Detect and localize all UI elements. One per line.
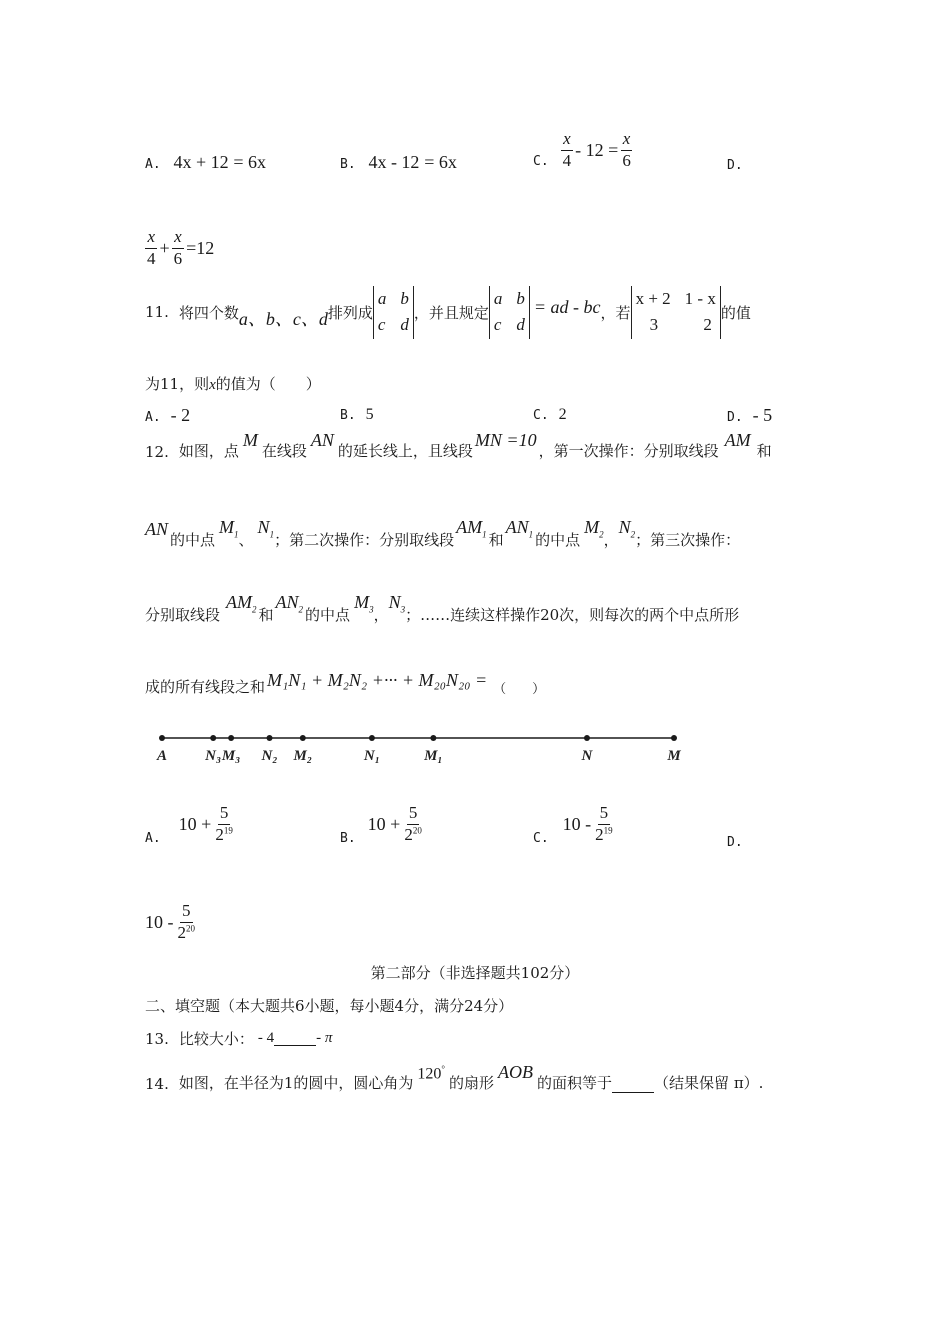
option-label: B. [340, 831, 356, 846]
var-letter: N [257, 517, 270, 537]
q11-option-d[interactable] [727, 405, 772, 426]
det-cell: x + 2 [635, 289, 671, 308]
question-text: 如图，点 [178, 442, 239, 460]
question-variable: MN =10 [474, 430, 537, 450]
option-value: - 2 [170, 405, 191, 425]
point-4 [300, 735, 306, 741]
question-variable [619, 517, 636, 540]
q10-option-a[interactable] [145, 152, 266, 173]
point-label: N₃ [205, 748, 222, 764]
answer-blank[interactable] [274, 1031, 316, 1046]
determinant-1 [373, 286, 414, 339]
determinant-2 [489, 286, 530, 339]
fraction-numerator: x [172, 228, 184, 249]
question-text: 和 [756, 442, 772, 460]
power-exponent: 20 [412, 825, 422, 836]
question-variable: AM [724, 430, 751, 450]
var-letter: AN [275, 592, 299, 612]
power-base: 2 [215, 825, 224, 844]
point-label: M₃ [221, 748, 241, 764]
var-subscript: 1 [528, 529, 534, 540]
det-cell: d [400, 315, 409, 335]
section-heading: 二、填空题（本大题共6小题，每小题4分，满分24分） [145, 997, 514, 1015]
compare-left: - 4 [257, 1030, 275, 1046]
var-subscript: 1 [482, 529, 487, 540]
var-subscript: 2 [630, 529, 636, 540]
var-letter: N [618, 517, 631, 537]
question-text: ， [373, 605, 389, 624]
point-6 [430, 735, 436, 741]
var-subscript: 2 [252, 604, 257, 615]
answer-blank[interactable] [612, 1078, 654, 1093]
question-number: 14. [145, 1075, 169, 1093]
point-label: M [667, 748, 681, 764]
q12-option-a[interactable] [145, 803, 237, 846]
question-text: ；……连续这样操作20次，则每次的两个中点所形 [405, 605, 740, 624]
point-8 [671, 735, 677, 741]
degree-symbol: ° [441, 1063, 446, 1074]
power-base: 2 [404, 825, 413, 844]
point-7 [584, 735, 590, 741]
question-text: 和 [488, 530, 504, 549]
power-exponent: 19 [223, 825, 233, 836]
part-two-title: 第二部分（非选择题共102分） [370, 964, 580, 982]
var-subscript: 2 [599, 529, 604, 540]
power-base: 2 [595, 825, 604, 844]
var-subscript: 1 [269, 529, 275, 540]
compare-right: - π [316, 1030, 333, 1046]
point-2 [228, 735, 234, 741]
option-label: A. [145, 831, 161, 846]
question-text: 如图，在半径为1的圆中，圆心角为 [178, 1074, 414, 1092]
det-cell: d [516, 315, 525, 335]
q10-option-c[interactable] [533, 130, 635, 170]
question-text: ；第三次操作： [635, 530, 741, 549]
fraction-numerator: 5 [407, 804, 420, 825]
question-variable [354, 592, 374, 615]
option-label: B. [340, 408, 356, 423]
question-text: ， [603, 530, 619, 549]
det-cell: 2 [703, 315, 712, 335]
question-text: 分别取线段 [145, 605, 221, 624]
fraction-numerator: 5 [218, 804, 231, 825]
q12-stem-line2 [145, 517, 741, 550]
question-text: ，第一次操作：分别取线段 [538, 442, 719, 460]
option-expression: 4x - 12 [368, 152, 420, 172]
var-letter: AM [456, 517, 483, 537]
var-subscript: 3 [369, 604, 374, 615]
question-text: 的中点 [170, 530, 216, 549]
option-label: D. [727, 835, 743, 850]
q12-stem-line1 [145, 430, 772, 461]
question-variables: a、b、c、d [238, 309, 328, 330]
fraction-denominator: 4 [147, 248, 156, 268]
q12-option-d-expression[interactable] [145, 902, 199, 942]
question-text: ，并且规定 [413, 303, 489, 322]
q11-option-c[interactable] [533, 405, 567, 424]
option-expression-rhs: = 6x [424, 152, 457, 172]
var-subscript: 1 [234, 529, 239, 540]
question-text: 、 [238, 530, 254, 549]
question-text: 的延长线上，且线段 [337, 442, 473, 460]
q11-stem-line1 [145, 286, 751, 339]
option-value: 5 [365, 406, 374, 423]
question-variable [389, 592, 406, 615]
det-cell: b [516, 289, 525, 308]
q10-option-b[interactable] [340, 152, 457, 173]
point-3 [267, 735, 273, 741]
question-text: 的值为（ ） [215, 375, 321, 393]
point-5 [369, 735, 375, 741]
det-cell: c [377, 315, 386, 335]
option-prefix: 10 + [367, 814, 401, 834]
question-variable [219, 517, 239, 540]
q12-option-b[interactable] [340, 803, 426, 846]
fraction-numerator: 5 [180, 902, 193, 923]
question-variable [456, 517, 487, 540]
angle-number: 120 [417, 1065, 442, 1082]
fraction-numerator: 5 [598, 804, 611, 825]
question-variable: M [242, 430, 258, 450]
q12-stem-line3 [145, 592, 740, 625]
point-label: N [581, 748, 593, 764]
fraction-numerator: x [145, 228, 157, 249]
question-variable: AN [310, 430, 334, 450]
det-cell: c [493, 315, 502, 335]
option-prefix: 10 - [562, 814, 592, 834]
power-exponent: 19 [603, 825, 613, 836]
option-expression: + [159, 237, 170, 258]
point-0 [159, 735, 165, 741]
q12-option-d-label[interactable] [727, 832, 743, 850]
option-expression: - 12 = [575, 139, 619, 160]
question-variable [584, 517, 604, 540]
q10-option-d-label[interactable] [727, 155, 743, 173]
sum-expression: M₁N₁ + M₂N₂ +··· + M₂₀N₂₀ = [267, 670, 488, 690]
question-text: 的中点 [305, 605, 351, 624]
question-variable: x [209, 377, 216, 393]
var-letter: N [388, 592, 401, 612]
question-variable [506, 517, 534, 540]
question-text: 成的所有线段之和 [145, 678, 266, 696]
power-base: 2 [177, 922, 186, 942]
question-variable [276, 592, 304, 615]
option-label: C. [533, 831, 549, 846]
question-variable: AOB [498, 1062, 534, 1082]
question-text: 和 [258, 605, 274, 624]
det-cell: 1 - x [684, 289, 716, 308]
fraction-numerator: x [561, 130, 573, 151]
q12-stem-line4 [145, 670, 546, 697]
option-prefix: 10 + [178, 814, 212, 834]
question-variable: AN [145, 518, 169, 539]
question-text: ，若 [600, 303, 631, 322]
option-value: - 5 [752, 405, 773, 425]
question-number: 11. [145, 303, 169, 322]
var-letter: M [354, 592, 370, 612]
q13-stem [145, 1028, 332, 1049]
option-label: D. [727, 410, 743, 425]
question-text: ；第二次操作：分别取线段 [274, 530, 455, 549]
option-prefix: 10 - [145, 911, 174, 932]
fraction-denominator: 6 [622, 150, 631, 170]
q10-option-d-expression[interactable] [143, 228, 214, 268]
option-label: D. [727, 158, 743, 173]
question-text: 的扇形 [449, 1074, 495, 1092]
question-text: 将四个数 [178, 303, 239, 322]
det-cell: a [377, 289, 387, 308]
fraction-numerator: x [621, 130, 633, 151]
point-1 [210, 735, 216, 741]
power-exponent: 20 [186, 923, 195, 934]
number-line-figure [150, 725, 700, 775]
det-cell: a [493, 289, 503, 308]
q11-option-b[interactable] [340, 405, 374, 424]
option-expression-rhs: =12 [186, 237, 215, 258]
question-text: 在线段 [261, 442, 307, 460]
option-value: 2 [558, 406, 567, 423]
angle-value [417, 1064, 445, 1083]
point-label: N₂ [261, 748, 278, 764]
q11-option-a[interactable] [145, 405, 190, 426]
q11-stem-line2 [145, 373, 321, 394]
question-variable [258, 517, 275, 540]
det-cell: 3 [649, 315, 659, 335]
question-text: 比较大小： [178, 1030, 254, 1048]
question-number: 12. [145, 443, 169, 461]
q14-stem [145, 1062, 764, 1093]
option-label: C. [533, 153, 549, 169]
determinant-3 [631, 286, 721, 339]
question-number: 13. [145, 1029, 169, 1048]
question-text: （结果保留 π）. [654, 1074, 764, 1092]
question-text: 的中点 [535, 530, 581, 549]
option-label: A. [145, 410, 161, 425]
var-letter: AN [505, 517, 529, 537]
var-subscript: 3 [400, 604, 406, 615]
option-expression: 4x + 12 [173, 152, 229, 172]
option-expression-rhs: = 6x [233, 152, 267, 172]
point-label: N₁ [363, 748, 380, 764]
var-letter: AM [226, 592, 253, 612]
var-letter: M [219, 517, 235, 537]
question-text: 的面积等于 [537, 1074, 613, 1092]
answer-bracket: （ ） [493, 682, 546, 697]
question-text: 排列成 [327, 303, 373, 322]
point-label: M₁ [424, 748, 443, 764]
point-label: M₂ [293, 748, 313, 764]
det-cell: b [400, 289, 409, 308]
point-label: A [156, 748, 168, 764]
option-label: C. [533, 408, 549, 423]
option-label: A. [145, 157, 161, 172]
question-text: 为11，则 [145, 375, 210, 393]
question-variable [226, 592, 257, 615]
fraction-denominator: 6 [173, 248, 183, 268]
determinant-definition: = ad - bc [533, 296, 601, 317]
option-label: B. [340, 157, 356, 172]
question-text: 的值 [720, 303, 751, 322]
var-letter: M [584, 517, 600, 537]
fraction-denominator: 4 [562, 150, 572, 170]
var-subscript: 2 [298, 604, 304, 615]
q12-option-c[interactable] [533, 803, 617, 846]
